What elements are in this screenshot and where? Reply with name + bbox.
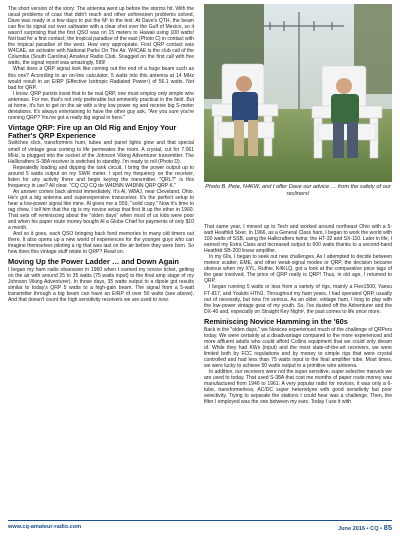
paragraph: What does a QRP signal look like coming out the end of a huge beam such as this one? According to an on-line calculator, 5 watts into this antenna at 14 MHz would result in an EIRP (Effective Isotropic Radiated Power¹) of 56.1 watts. Not bad for QRP. xyxy=(8,66,194,91)
section-heading: Vintage QRP: Fire up an Old Rig and Enjoy Your Father's QRP Experience xyxy=(8,122,177,140)
paragraph: An answer comes back almost immediately. It's Al, W8AJ, near Cleveland, Ohio. He's got a big antenna and superexpensive transceiver. It's the perfect setup to hear a low-power signal like mine. Al gives me a 559, "solid copy." Now it's time to rag chew. I tell him that the rig is my novice setup that first lit up the ether in 1960. That sets off reminiscing about the "olden days" when most of us kids were poor and when his paper route money bought Al a Globe Chief for payments of only $10 a month. xyxy=(8,188,194,232)
footer-url[interactable]: www.cq-amateur-radio.com xyxy=(8,524,82,530)
photo-illustration xyxy=(204,4,392,182)
footer-magazine: CQ xyxy=(370,526,379,532)
lawn xyxy=(204,109,392,182)
paragraph: The short version of the story: The antenna went up before the storms hit. With the usual problems of coax that didn't reach and other unforeseen problems solved, Dave was ready in a few days to put the M² to the test. At Dave's QTH, the beam can fire its signal out over saltwater with a clear shot over the Gulf of Mexico, so it wasn't surprising that the first QSO was on 15 meters to Hawaii using 100 watts! Not bad for a first contact; the tropical paradise of the east (Photo C) in contact with the tropical paradise of the west. How very appropriate. First QRP contact was W4CAE, an activator with National Parks On The Air. W4CAE is the club call of the Columbia (South Carolina) Amateur Radio Club. Snagged on the first call with five watts, the signal report was amazingly, 599! xyxy=(8,6,194,67)
section-heading: Reminiscing Novice Hamming in the '60s xyxy=(204,316,348,326)
paragraph: I began my ham radio obsession in 1960 when I earned my novice ticket, getting on the air with around 25 to 35 watts (75 watts input) to the final amp stage of my Johnson Viking Adventurer). In those days, 35 watts output to a dipole got results similar to today's QRP 5 watts to a high-gain beam. The signal from a 5-watt transmitter through a big beam can have an EIRP of over 50 watts (see above). And that doesn't count the high sensitivity receivers we are used to now. xyxy=(8,267,194,304)
footer-bullet: • xyxy=(380,526,383,532)
footer-issue xyxy=(338,522,392,535)
paragraph: In addition, our receivers were not the super sensitive, super selective marvels we are used to today. That used S-38A that cost me months of paper route money was manufactured from 1946 to 1961. A very popular radio for novices, it was only a 6-tube, transformerless, AC/DC super heterodyne with good sensitivity but poor selectivity. Trying to separate the stations I could hear was a challenge. Then, the filter I employed was the one between my ears. Today I use it with xyxy=(204,368,392,406)
paragraph: I began running 5 watts or less from a variety of rigs, mainly a Flex1500, Yaesu FT-817, and Youkits HTN1. Throughout my ham years, I had operated QRP, usually out of necessity, but now I'm serious. As an older, vintage ham, I long to play with the low-power vintage gear of my youth. So, I've dusted off the Adventurer and the DX-40 and, especially on Straight Key Night², the past comes to life once more. xyxy=(204,284,392,315)
page-number: 85 xyxy=(383,523,392,532)
paragraph: I know. QRP purists insist that to be real QRP, one must employ only simple wire antennas. For me, that's not only preferable but eminently practical in the field. But at home, it's fun to get on the air with a tiny low power rig and receive big S-meter deviations. It's always entertaining to have the other guy ask, "Are you sure you're running QRP? You've got a really big signal in here." xyxy=(8,90,194,121)
section-heading: Moving Up the Power Ladder … and Down Again xyxy=(8,257,179,267)
paragraph: That same year, I moved up to Tech and worked around northeast Ohio with a 5-watt Heathkit Sixer. In 1966, as a General Class ham, I began to work the world with 100 watts of SSB, using the Hallicrafters twins; the HT-32 and SX-110. Later in life, I earned my Extra Class and increased output to 600 watts thanks to a second-hand Heathkit SB-200 linear amplifier. xyxy=(204,224,392,255)
paragraph: Back in the "olden days," we Novices experienced much of the challenge of QRPers today. We were certainly at a disadvantage compared to the more experienced and more affluent adults who could afford Collins equipment that we could only dream of. While they had KWs (input) and the most state-of-the-art receivers, we were limited both by FCC regulations and by money to simple rigs that were crystal controlled and had less than 75 watts input to the final amplifier tube. Most times, we were lucky to achieve 50 watts output to a primitive wire antenna. xyxy=(204,326,392,369)
paragraph: And so it goes, each QSO bringing back fond memories to many old timers out there. It also opens up a new world of experiences for the younger guys who can imagine themselves piloting a rig that was last on the air before they were born. So how does this vintage stuff relate to QRP? Read on. xyxy=(8,231,194,256)
left-column xyxy=(8,6,194,303)
photo-b xyxy=(204,4,392,182)
paragraph: In my 60s, I began to seek out new challenges. As I attempted to decide between meteor scatter, EME, and other weak-signal modes or QRP, the decision became obvious when my XYL, Ruthie, K4KLQ, got a look at the comparative price tags of the gear involved. The price of QRP really is QRP! Thus, in old age, I returned to QRP. xyxy=(204,254,392,285)
page-footer xyxy=(8,520,392,533)
footer-bullet: • xyxy=(366,526,369,532)
photo-caption: Photo B. Pete, N4KW, and I offer Dave our advice … from the safety of our recliners! xyxy=(205,184,391,197)
paragraph: Repeatedly loading and dipping the tank circuit, I bring the power output up to around 5 watts output on my SWR meter. I spot my frequency on the receiver, listen for any activity there and begin keying the transmitter. "QRL?" is this frequency in use? All clear. "CQ CQ CQ de W4DNN W4DNN QRP QRP K." xyxy=(8,164,194,189)
footer-date: June 2016 xyxy=(338,526,366,532)
right-column xyxy=(204,224,392,405)
paragraph: Switches click, transformers hum, tubes and panel lights glow and that special smell of vintage gear coming to life permeates the room. A crystal, cut for 7.061 MHz, is plugged into the socket of the Johnson Viking Adventurer transmitter. The Hallicrafters S-38A receiver is switched to standby. I'm ready to roll (Photo D). xyxy=(8,140,194,165)
